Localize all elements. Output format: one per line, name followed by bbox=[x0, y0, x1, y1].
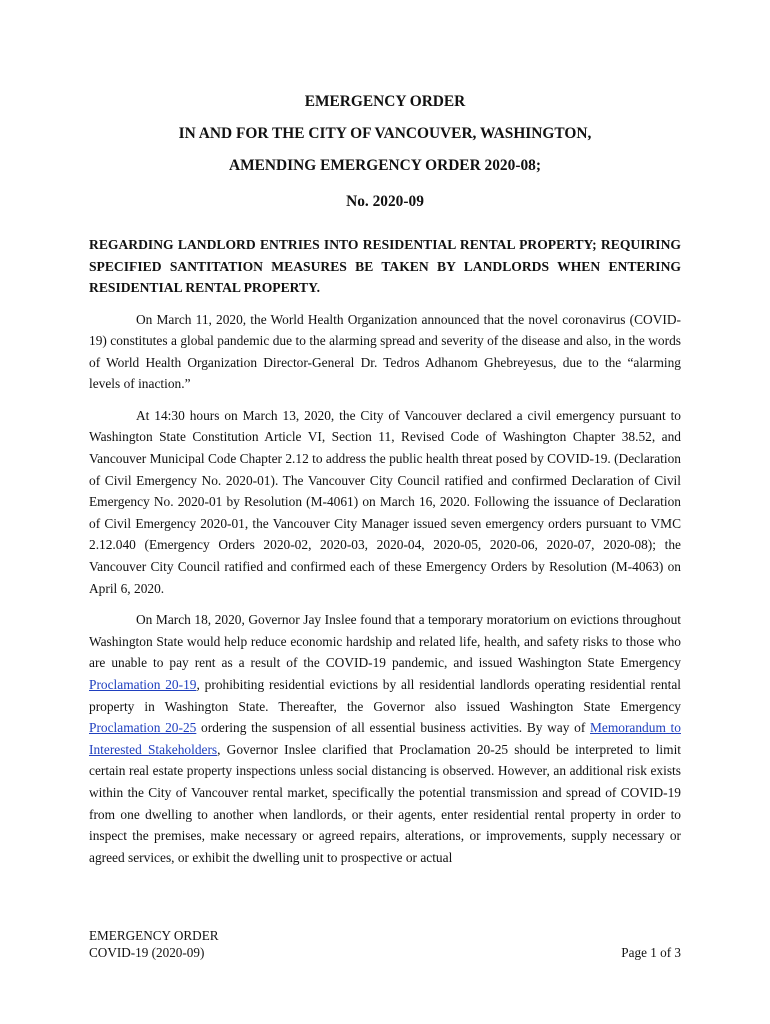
footer-line-covid: COVID-19 (2020-09) bbox=[89, 945, 205, 960]
order-number: No. 2020-09 bbox=[346, 193, 424, 210]
order-title: EMERGENCY ORDER bbox=[304, 93, 466, 110]
page-number: Page 1 of 3 bbox=[621, 945, 681, 960]
proclamation-20-25-link[interactable]: Proclamation 20-25 bbox=[89, 720, 197, 736]
paragraph-text-segment: ordering the suspension of all essential business activities. By way of bbox=[196, 720, 590, 736]
footer-document-label bbox=[89, 927, 219, 961]
order-jurisdiction: IN AND FOR THE CITY OF VANCOUVER, WASHINGTON, bbox=[178, 125, 592, 142]
order-subject: REGARDING LANDLORD ENTRIES INTO RESIDENTIAL RENTAL PROPERTY; REQUIRING SPECIFIED SANTITATION MEASURES BE TAKEN BY LANDLORDS WHEN ENTERING RESIDENTIAL RENTAL PROPERTY. bbox=[89, 237, 681, 295]
paragraph-text-segment: , Governor Inslee clarified that Proclamation 20-25 should be interpreted to limit certain real estate property inspections unless social distancing is observed. However, an additional risk exists within the City of Vancouver rental market, specifically the potential transmission and spread of COVID-19 from one dwelling to another when landlords, or their agents, enter residential rental property in order to inspect the premises, make necessary or agreed repairs, alterations, or improvements, supply necessary or agreed services, or exhibit the dwelling unit to prospective or actual bbox=[89, 741, 682, 865]
order-amendment: AMENDING EMERGENCY ORDER 2020-08; bbox=[229, 157, 541, 174]
paragraph-civil-emergency: At 14:30 hours on March 13, 2020, the City of Vancouver declared a civil emergency pursuant to Washington State Constitution Article VI, Section 11, Revised Code of Washington Chapter 38.52, and Vancouver Municipal Code Chapter 2.12 to address the public health threat posed by COVID-19. (Declaration of Civil Emergency No. 2020-01). The Vancouver City Council ratified and confirmed Declaration of Civil Emergency No. 2020-01 by Resolution (M-4061) on March 16, 2020. Following the issuance of Declaration of Civil Emergency 2020-01, the Vancouver City Manager issued seven emergency orders pursuant to VMC 2.12.040 (Emergency Orders 2020-02, 2020-03, 2020-04, 2020-05, 2020-06, 2020-07, 2020-08); the Vancouver City Council ratified and confirmed each of these Emergency Orders by Resolution (M-4063) on April 6, 2020. bbox=[89, 407, 681, 596]
proclamation-20-19-link[interactable]: Proclamation 20-19 bbox=[89, 677, 197, 692]
paragraph-text-segment: , prohibiting residential evictions by all residential landlords operating residential rental property in Washington State. Thereafter, the Governor also issued Washington State Emergency bbox=[89, 677, 681, 714]
page-footer bbox=[89, 927, 681, 961]
paragraph-text-segment: On March 18, 2020, Governor Jay Inslee found that a temporary moratorium on evictions throughout Washington State would help reduce economic hardship and related life, health, and safety risks to those who are unable to pay rent as a result of the COVID-19 pandemic, and issued Washington State Emergency bbox=[89, 612, 681, 671]
memorandum-stakeholders-link[interactable]: Memorandum to Interested Stakeholders bbox=[89, 720, 681, 757]
paragraph-governor-proclamations bbox=[89, 609, 681, 868]
footer-line-order: EMERGENCY ORDER bbox=[89, 928, 219, 943]
paragraph-who-pandemic: On March 11, 2020, the World Health Organization announced that the novel coronavirus (COVID-19) constitutes a global pandemic due to the alarming spread and severity of the disease and also, in the words of World Health Organization Director-General Dr. Tedros Adhanom Ghebreyesus, due to the “alarming levels of inaction.” bbox=[89, 311, 681, 392]
